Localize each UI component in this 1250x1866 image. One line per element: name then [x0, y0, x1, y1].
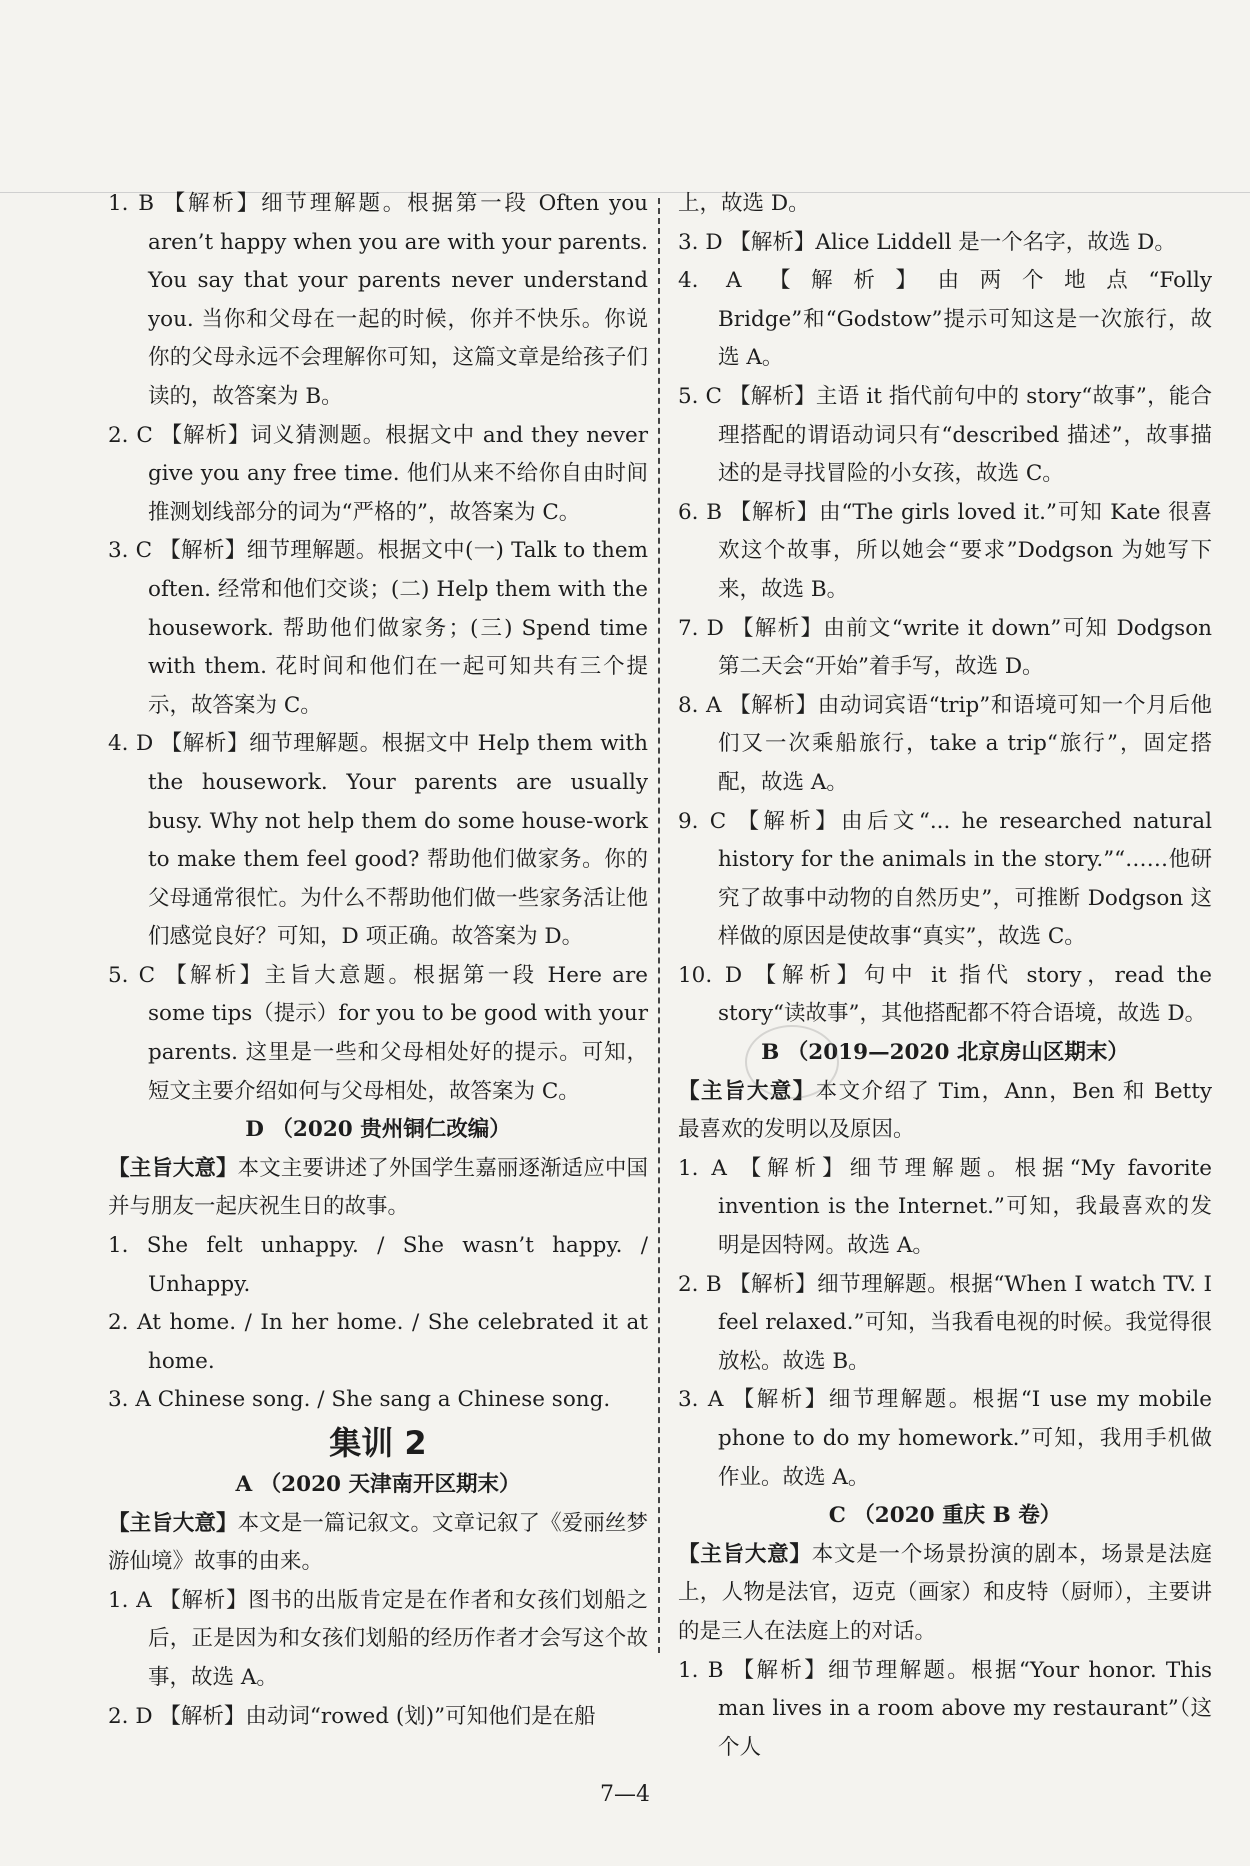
answer-item: 5. C 【解析】主旨大意题。根据第一段 Here are some tips（提示）for you to be good with your parents. 这里是一些和父母相处好的提示。可知，短文主要介绍如何与父母相处，故答案为 C。 — [108, 962, 648, 1104]
answer-item: 3. C 【解析】细节理解题。根据文中(一) Talk to them often. 经常和他们交谈；(二) Help them with the housework. 帮助他们做家务；(三) Spend time with them. 花时间和他们在一起可知共有三个提示，故答案为 C。 — [108, 538, 648, 718]
section-heading: B （2019—2020 北京房山区期末） — [761, 1040, 1129, 1066]
answer-item: 10. D 【解析】句中 it 指代 story，read the story“读故事”，其他搭配都不符合语境，故选 D。 — [678, 962, 1212, 1027]
section-heading: D （2020 贵州铜仁改编） — [245, 1117, 511, 1143]
section-heading: A （2020 天津南开区期末） — [235, 1472, 521, 1497]
answer-item: 1. B 【解析】细节理解题。根据第一段 Often you aren’t happy when you are with your parents. You say that your parents never understand you. 当你和父母在一起的时候，你并不快乐。你说你的父母永远不会理解你可知，这篇文章是给孩子们读的，故答案为 B。 — [108, 191, 648, 409]
main-idea — [108, 1505, 648, 1582]
page-number: 7—4 — [600, 1782, 650, 1807]
section-heading: C （2020 重庆 B 卷） — [828, 1503, 1062, 1529]
main-idea-text: 上，故选 D。 — [678, 191, 810, 216]
answer-item: 1. A 【解析】细节理解题。根据“My favorite invention is the Internet.”可知，我最喜欢的发明是因特网。故选 A。 — [678, 1155, 1212, 1259]
right-column — [678, 185, 1212, 1767]
main-idea — [678, 185, 1212, 224]
answer-item: 3. A 【解析】细节理解题。根据“I use my mobile phone to do my homework.”可知，我用手机做作业。故选 A。 — [678, 1387, 1212, 1490]
answer-item: 3. D 【解析】Alice Liddell 是一个名字，故选 D。 — [678, 229, 1176, 255]
answer-item: 5. C 【解析】主语 it 指代前句中的 story“故事”，能合理搭配的谓语动词只有“described 描述”，故事描述的是寻找冒险的小女孩，故选 C。 — [678, 383, 1212, 487]
answer-item: 1. A 【解析】图书的出版肯定是在作者和女孩们划船之后，正是因为和女孩们划船的经历作者才会写这个故事，故选 A。 — [108, 1587, 648, 1690]
main-idea-text: 本文介绍了 Tim，Ann，Ben 和 Betty 最喜欢的发明以及原因。 — [678, 1078, 1212, 1143]
answer-item: 2. At home. / In her home. / She celebrated it at home. — [108, 1310, 648, 1374]
answer-item: 4. A 【解析】由两个地点“Folly Bridge”和“Godstow”提示可知这是一次旅行，故选 A。 — [678, 268, 1212, 371]
main-idea — [678, 1536, 1212, 1652]
main-idea — [108, 1150, 648, 1227]
answer-item: 2. C 【解析】词义猜测题。根据文中 and they never give you any free time. 他们从来不给你自由时间推测划线部分的词为“严格的”，故答案为 C。 — [108, 422, 648, 525]
main-idea-label: 【主旨大意】 — [108, 1510, 238, 1536]
main-idea-text: 本文是一篇记叙文。文章记叙了《爱丽丝梦游仙境》故事的由来。 — [108, 1510, 648, 1575]
main-idea-label: 【主旨大意】 — [108, 1155, 238, 1181]
answer-item: 8. A 【解析】由动词宾语“trip”和语境可知一个月后他们又一次乘船旅行，take a trip“旅行”，固定搭配，故选 A。 — [678, 692, 1212, 795]
left-column — [108, 185, 648, 1736]
answer-item: 4. D 【解析】细节理解题。根据文中 Help them with the housework. Your parents are usually busy. Why not help them do some house-work to make them feel good? 帮助他们做家务。你的父母通常很忙。为什么不帮助他们做一些家务活让他们感觉良好？可知，D 项正确。故答案为 D。 — [108, 731, 648, 950]
unit-title: 集训 2 — [329, 1424, 427, 1462]
answer-item: 1. B 【解析】细节理解题。根据“Your honor. This man lives in a room above my restaurant”（这个人 — [678, 1657, 1212, 1760]
main-idea-label: 【主旨大意】 — [678, 1541, 812, 1567]
answer-item: 2. D 【解析】由动词“rowed (划)”可知他们是在船 — [108, 1703, 596, 1729]
answer-item: 7. D 【解析】由前文“write it down”可知 Dodgson 第二天会“开始”着手写，故选 D。 — [678, 615, 1212, 680]
answer-item: 9. C 【解析】由后文“... he researched natural history for the animals in the story.”“……他研究了故事中动物的自然历史”，可推断 Dodgson 这样做的原因是使故事“真实”，故选 C。 — [678, 808, 1212, 950]
column-divider — [658, 198, 660, 1653]
main-idea-label: 【主旨大意】 — [678, 1078, 816, 1104]
answer-item: 6. B 【解析】由“The girls loved it.”可知 Kate 很喜欢这个故事，所以她会“要求”Dodgson 为她写下来，故选 B。 — [678, 499, 1212, 602]
watermark-stamp — [745, 1025, 839, 1099]
answer-item: 2. B 【解析】细节理解题。根据“When I watch TV. I feel relaxed.”可知，当我看电视的时候。我觉得很放松。故选 B。 — [678, 1271, 1212, 1374]
main-idea-text: 本文主要讲述了外国学生嘉丽逐渐适应中国并与朋友一起庆祝生日的故事。 — [108, 1155, 648, 1220]
main-idea-text: 本文是一个场景扮演的剧本，场景是法庭上，人物是法官，迈克（画家）和皮特（厨师），主要讲的是三人在法庭上的对话。 — [678, 1541, 1212, 1644]
answer-item: 3. A Chinese song. / She sang a Chinese song. — [108, 1387, 611, 1413]
answer-item: 1. She felt unhappy. / She wasn’t happy. / Unhappy. — [108, 1233, 648, 1297]
